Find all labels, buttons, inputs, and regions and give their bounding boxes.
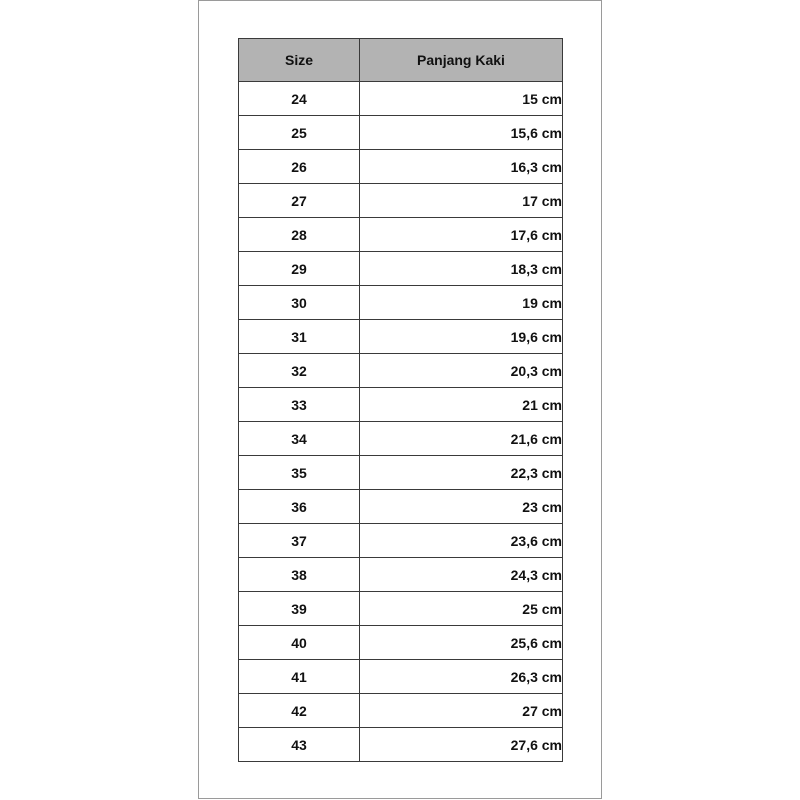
table-row: [239, 456, 563, 490]
size-cell: 37: [239, 524, 360, 558]
table-row: [239, 558, 563, 592]
foot-length-cell: 26,3 cm: [360, 660, 563, 694]
foot-length-cell: 23,6 cm: [360, 524, 563, 558]
table-row: [239, 422, 563, 456]
size-cell: 36: [239, 490, 360, 524]
size-cell: 33: [239, 388, 360, 422]
size-cell: 29: [239, 252, 360, 286]
size-cell: 25: [239, 116, 360, 150]
table-row: [239, 660, 563, 694]
foot-length-cell: 27,6 cm: [360, 728, 563, 762]
size-cell: 40: [239, 626, 360, 660]
table-row: [239, 184, 563, 218]
foot-length-cell: 18,3 cm: [360, 252, 563, 286]
table-row: [239, 82, 563, 116]
table-row: [239, 592, 563, 626]
size-column-header: Size: [239, 39, 360, 82]
foot-length-cell: 25,6 cm: [360, 626, 563, 660]
foot-length-cell: 25 cm: [360, 592, 563, 626]
size-chart-table: [238, 38, 563, 762]
size-cell: 34: [239, 422, 360, 456]
foot-length-cell: 16,3 cm: [360, 150, 563, 184]
size-cell: 27: [239, 184, 360, 218]
table-row: [239, 320, 563, 354]
table-row: [239, 286, 563, 320]
table-body: [239, 82, 563, 762]
foot-length-cell: 19 cm: [360, 286, 563, 320]
size-cell: 39: [239, 592, 360, 626]
size-cell: 38: [239, 558, 360, 592]
foot-length-cell: 17 cm: [360, 184, 563, 218]
table-row: [239, 354, 563, 388]
table-row: [239, 728, 563, 762]
foot-length-cell: 23 cm: [360, 490, 563, 524]
foot-length-cell: 22,3 cm: [360, 456, 563, 490]
foot-length-cell: 24,3 cm: [360, 558, 563, 592]
size-cell: 35: [239, 456, 360, 490]
foot-length-cell: 20,3 cm: [360, 354, 563, 388]
foot-length-cell: 19,6 cm: [360, 320, 563, 354]
table-row: [239, 524, 563, 558]
size-cell: 24: [239, 82, 360, 116]
size-cell: 31: [239, 320, 360, 354]
foot-length-cell: 21 cm: [360, 388, 563, 422]
table-row: [239, 150, 563, 184]
foot-length-column-header: Panjang Kaki: [360, 39, 563, 82]
table-row: [239, 116, 563, 150]
size-cell: 28: [239, 218, 360, 252]
size-cell: 43: [239, 728, 360, 762]
size-cell: 42: [239, 694, 360, 728]
header-row: [239, 39, 563, 82]
table-header: [239, 39, 563, 82]
table-row: [239, 252, 563, 286]
size-cell: 30: [239, 286, 360, 320]
foot-length-cell: 17,6 cm: [360, 218, 563, 252]
size-cell: 26: [239, 150, 360, 184]
table-row: [239, 218, 563, 252]
foot-length-cell: 21,6 cm: [360, 422, 563, 456]
foot-length-cell: 15 cm: [360, 82, 563, 116]
size-cell: 41: [239, 660, 360, 694]
table-row: [239, 626, 563, 660]
table-row: [239, 490, 563, 524]
table-row: [239, 388, 563, 422]
table-row: [239, 694, 563, 728]
foot-length-cell: 15,6 cm: [360, 116, 563, 150]
foot-length-cell: 27 cm: [360, 694, 563, 728]
size-cell: 32: [239, 354, 360, 388]
